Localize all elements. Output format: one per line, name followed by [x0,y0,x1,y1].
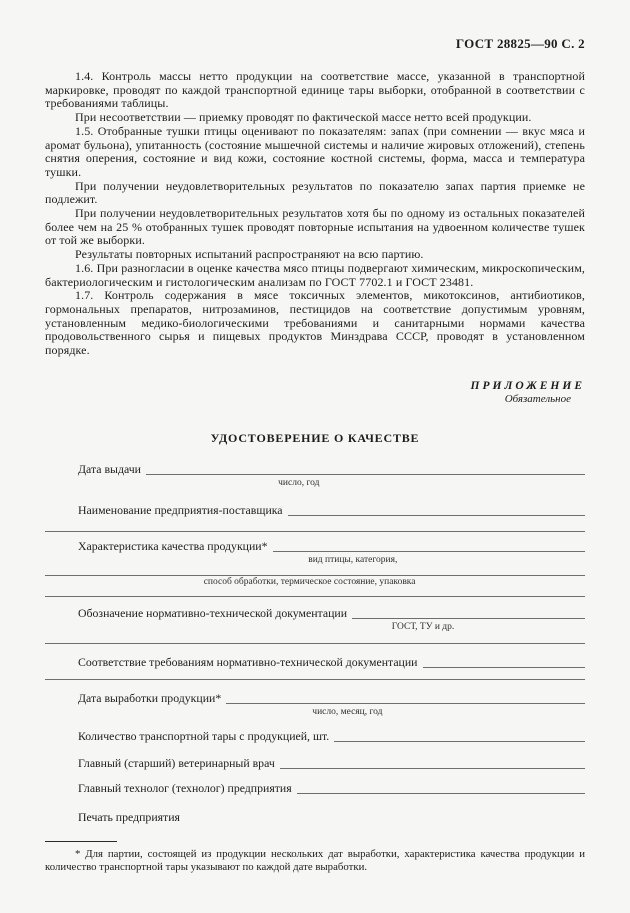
field-ntd-designation [45,606,585,621]
field-label: Главный (старший) ветеринарный врач [78,755,275,770]
paragraph-1-6: 1.6. При разногласии в оценке качества мясо птицы подвергают химическим, микроскопическим, бактериологическим и гистологическим анализам по ГОСТ 7702.1 и ГОСТ 23481. [45,260,585,289]
field-caption: число, год [278,477,320,488]
blank-line [423,667,586,668]
blank-line [45,633,585,644]
blank-line [45,518,585,532]
gost-page-header: ГОСТ 28825—90 С. 2 [455,36,585,51]
blank-line [273,551,585,552]
field-label: Наименование предприятия-поставщика [78,502,283,517]
blank-line [352,618,585,619]
blank-line [226,703,585,704]
paragraph-1-4: 1.4. Контроль массы нетто продукции на соответствие массе, указанной в транспортной маркировке, проводят по каждой транспортной единице тары выборки, отобранной в соответствии с требованиями таблицы. [45,69,585,111]
footnote-block [45,841,585,875]
field-supplier-name [45,503,585,518]
certificate-title: УДОСТОВЕРЕНИЕ О КАЧЕСТВЕ [210,430,420,445]
appendix-heading [45,380,585,405]
blank-line [297,793,585,794]
field-caption-row [45,554,585,566]
field-label: Количество транспортной тары с продукцией, шт. [78,728,330,743]
field-ntd-conformity [45,655,585,670]
field-label: Печать предприятия [78,809,180,824]
field-chief-veterinarian [45,756,585,771]
footnote-separator [45,841,117,842]
field-caption-row [45,621,585,633]
blank-line [45,670,585,680]
paragraph-1-5: 1.5. Отобранные тушки птицы оценивают по показателям: запах (при сомнении — вкус мяса и аромат бульона), упитанность (состояние мышечной системы и наличие жировых отложений), степень снятия оперения, состояние и вид кожи, состояние костной системы, форма, масса и температура тушки. [45,123,585,179]
field-production-date [45,691,585,706]
field-product-quality [45,539,585,554]
paragraph-1-5-note-2: При получении неудовлетворительных результатов хотя бы по одному из остальных показателей более чем на 25 % отобранных тушек проводят повторные испытания на удвоенном количестве тушек от той же выборки. [45,206,585,248]
field-caption: вид птицы, категория, [308,554,398,565]
field-container-count [45,729,585,744]
paragraph-1-7: 1.7. Контроль содержания в мясе токсичных элементов, микотоксинов, антибиотиков, гормональных препаратов, нитрозаминов, пестицидов на соответствие допустимым уровням, установленным медико-биологическими требованиями и санитарными нормами качества продовольственного сырья и пищевых продуктов Минздрава СССР, проводят в установленном порядке. [45,288,585,358]
field-label: Характеристика качества продукции* [78,538,268,553]
field-caption-row [45,477,585,489]
field-caption-row [45,576,585,588]
field-caption: ГОСТ, ТУ и др. [391,621,455,632]
paragraph-1-4-note: При несоответствии — приемку проводят по фактической массе нетто всей продукции. [75,110,532,125]
field-caption-row [45,706,585,718]
standard-body-text [45,70,585,358]
field-label: Обозначение нормативно-технической документации [78,605,348,620]
field-enterprise-seal [45,810,585,825]
field-label: Соответствие требованиям нормативно-технической документации [78,654,418,669]
field-caption: число, месяц, год [312,706,383,717]
blank-line [45,566,585,576]
field-date-of-issue [45,462,585,477]
blank-line [288,515,585,516]
field-label: Главный технолог (технолог) предприятия [78,780,292,795]
field-chief-technologist [45,781,585,796]
paragraph-1-5-note-3: Результаты повторных испытаний распространяют на всю партию. [75,247,424,262]
blank-line [146,474,585,475]
blank-line [280,768,585,769]
blank-line [334,741,585,742]
blank-line [45,588,585,597]
appendix-title: ПРИЛОЖЕНИЕ [470,379,585,392]
field-caption: способ обработки, термическое состояние, упаковка [203,576,416,587]
field-label: Дата выработки продукции* [78,690,222,705]
field-label: Дата выдачи [78,461,141,476]
footnote-text: * Для партии, состоящей из продукции нескольких дат выработки, характеристика качества продукции и количество транспортной тары указывают по каждой дате выработки. [45,847,585,874]
appendix-subtitle: Обязательное [504,392,571,405]
paragraph-1-5-note-1: При получении неудовлетворительных результатов по показателю запах партия приемке не подлежит. [45,178,585,207]
